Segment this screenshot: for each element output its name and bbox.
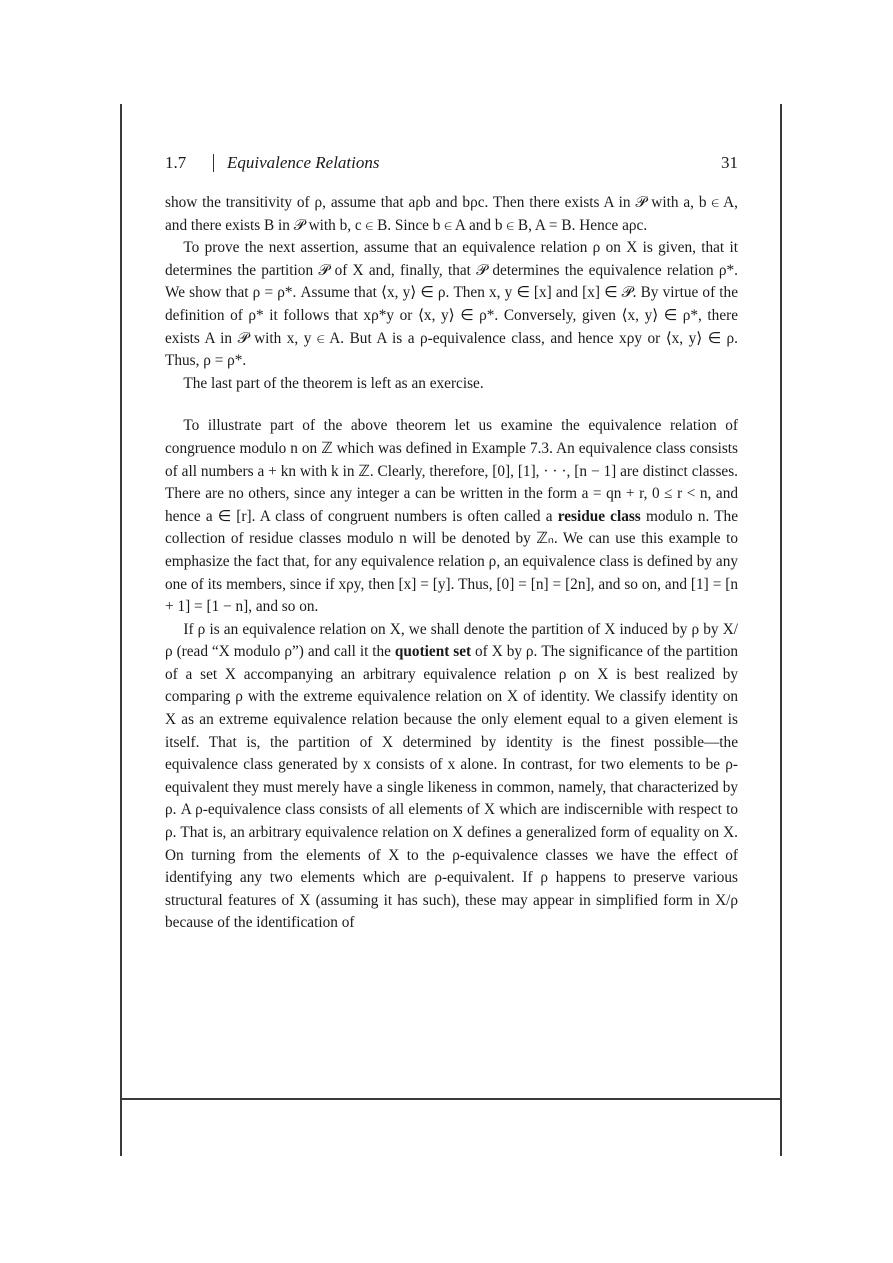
section-number: 1.7 (165, 153, 187, 172)
text-run: The last part of the theorem is left as an exercise. (183, 374, 484, 392)
paragraph-proof (165, 237, 738, 373)
term-residue-class: residue class (557, 507, 641, 525)
paragraph-exercise (165, 373, 738, 396)
text-run: modulo n. The collection of residue classes modulo n will be denoted by ℤₙ. We can use this example to emphasize the fact that, for any equivalence relation ρ, an equivalence class is defined by any one of its members, since if xρy, then [x] = [y]. Thus, [0] = [n] = [2n], and so on, and [1] = [n + 1] = [1 − n], and so on. (165, 507, 738, 616)
running-header (165, 153, 738, 177)
paragraph-residue-classes (165, 415, 738, 618)
text-run: To illustrate part of the above theorem let us examine the equivalence relation of congruence modulo n on ℤ which was defined in Example 7.3. An equivalence class consists of all numbers a + kn with k in ℤ. Clearly, therefore, [0], [1], · · ·, [n − 1] are distinct classes. There are no others, since any integer a can be written in the form a = qn + r, 0 ≤ r < n, and hence a ∈ [r]. A class of congruent numbers is often called a (165, 417, 738, 525)
paragraph-quotient-set (165, 619, 738, 935)
paragraph-transitivity (165, 192, 738, 237)
text-run: of X by ρ. The significance of the partition of a set X accompanying an arbitrary equivalence relation ρ on X is best realized by comparing ρ with the extreme equivalence relation on X of identity. We classify identity on X as an extreme equivalence relation because the only element equal to a given element is itself. That is, the partition of X determined by identity is the finest possible—the equivalence class generated by x consists of x alone. In contrast, for two elements to be ρ-equivalent they must merely have a single likeness in common, namely, that characterized by ρ. A ρ-equivalence class consists of all elements of X which are indiscernible with respect to ρ. That is, an arbitrary equivalence relation on X defines a generalized form of equality on X. On turning from the elements of X to the ρ-equivalence classes we have the effect of identifying any two elements which are ρ-equivalent. If ρ happens to preserve various structural features of X (assuming it has such), these may appear in simplified form in X/ρ because of the identification of (165, 643, 738, 932)
page-frame-bottom (120, 1098, 782, 1100)
header-divider (213, 154, 214, 172)
text-run: To prove the next assertion, assume that an equivalence relation ρ on X is given, that it determines the partition 𝒫 of X and, finally, that 𝒫 determines the equivalence relation ρ*. We show that ρ = ρ*. Assume that ⟨x, y⟩ ∈ ρ. Then x, y ∈ [x] and [x] ∈ 𝒫. By virtue of the definition of ρ* it follows that xρ*y or ⟨x, y⟩ ∈ ρ*. Conversely, given ⟨x, y⟩ ∈ ρ*, there exists A in 𝒫 with x, y ∈ A. But A is a ρ-equivalence class, and hence xρy or ⟨x, y⟩ ∈ ρ. Thus, ρ = ρ*. (165, 239, 738, 370)
page-number: 31 (721, 153, 738, 172)
term-quotient-set: quotient set (394, 643, 472, 661)
text-run: If ρ is an equivalence relation on X, we shall denote the partition of X induced by ρ by X/ρ (read “X modulo ρ”) and call it the (165, 620, 738, 661)
page-body (165, 192, 738, 935)
page-frame-left (120, 104, 122, 1156)
text-run: show the transitivity of ρ, assume that aρb and bρc. Then there exists A in 𝒫 with a, b ∈ A, and there exists B in 𝒫 with b, c ∈ B. Since b ∈ A and b ∈ B, A = B. Hence aρc. (165, 194, 738, 234)
section-title: Equivalence Relations (227, 153, 380, 172)
page-frame-right (780, 104, 782, 1156)
